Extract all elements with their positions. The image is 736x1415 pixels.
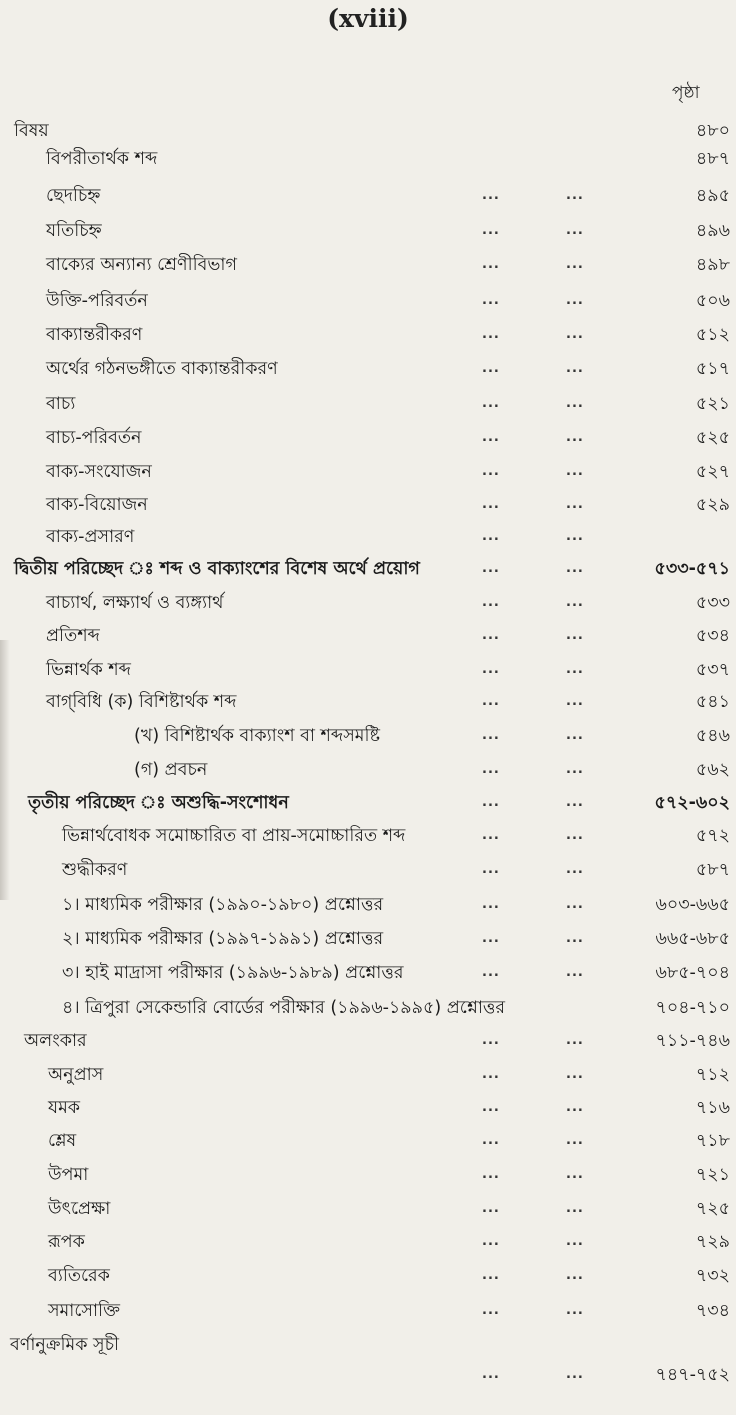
toc-entry-page: ৫১৭ (695, 359, 730, 379)
toc-entry-page: ৫৩৭ (695, 660, 730, 680)
dot-leader: ... (566, 1234, 584, 1249)
toc-entry-title: তৃতীয় পরিচ্ছেদ ঃ অশুদ্ধি-সংশোধন (28, 793, 289, 813)
toc-entry (0, 146, 736, 172)
toc-entry-title: বিষয় (14, 121, 49, 141)
toc-entry-title: উৎপ্রেক্ষা (48, 1199, 111, 1219)
dot-leader: ... (566, 1133, 584, 1148)
toc-entry-page: ৫১২ (695, 325, 730, 345)
toc-entry (0, 1298, 736, 1324)
toc-entry-title: বাচ্য (46, 394, 76, 414)
toc-entry-page: ৫৪৬ (695, 726, 730, 746)
dot-leader: ... (566, 430, 584, 445)
page-header: (xviii) (327, 4, 409, 33)
toc-entry-title: যতিচিহ্ন (46, 221, 102, 241)
dot-leader: ... (482, 1100, 500, 1115)
toc-entry-title: দ্বিতীয় পরিচ্ছেদ ঃ শব্দ ও বাক্যাংশের বিশেষ অর্থে প্রয়োগ (14, 559, 420, 579)
toc-entry (0, 1196, 736, 1222)
toc-entry (0, 183, 736, 209)
toc-entry (0, 689, 736, 715)
dot-leader: ... (482, 1067, 500, 1082)
dot-leader: ... (566, 897, 584, 912)
toc-entry (0, 823, 736, 849)
dot-leader: ... (566, 662, 584, 677)
toc-entry-page: ৫৭২ (695, 826, 730, 846)
dot-leader: ... (566, 694, 584, 709)
dot-leader: ... (566, 361, 584, 376)
toc-entry-title: ৪। ত্রিপুরা সেকেন্ডারি বোর্ডের পরীক্ষার (১৯৯৬-১৯৯৫) প্রশ্নোত্তর (62, 998, 506, 1018)
toc-entry-page: ৭১১-৭৪৬ (655, 1031, 730, 1051)
dot-leader: ... (482, 561, 500, 576)
dot-leader: ... (482, 795, 500, 810)
toc-entry-title: বিপরীতার্থক শব্দ (46, 149, 158, 169)
toc-entry-title: বাগ্‌বিধি (ক) বিশিষ্টার্থক শব্দ (46, 692, 237, 712)
toc-entry-page: ৫৭২-৬০২ (654, 793, 730, 813)
dot-leader: ... (482, 1133, 500, 1148)
toc-entry-page: ৪৯৫ (695, 186, 730, 206)
toc-entry (0, 524, 736, 550)
toc-entry (0, 960, 736, 986)
dot-leader: ... (566, 1067, 584, 1082)
toc-entry-page: ৫৬২ (695, 760, 730, 780)
dot-leader: ... (482, 965, 500, 980)
toc-entry-title: (গ) প্রবচন (134, 760, 208, 780)
dot-leader: ... (566, 1167, 584, 1182)
toc-entry-page: ৪৯৮ (695, 255, 730, 275)
toc-entry (0, 857, 736, 883)
toc-entry-page: ৭৪৭-৭৫২ (655, 1365, 730, 1385)
dot-leader: ... (566, 223, 584, 238)
toc-entry-page: ৫৩৩-৫৭১ (654, 559, 730, 579)
toc-entry-page: ৫৩৩ (695, 593, 730, 613)
toc-entry-page: ৭২৫ (695, 1199, 730, 1219)
toc-entry-title: অর্থের গঠনভঙ্গীতে বাক্যান্তরীকরণ (46, 359, 278, 379)
toc-entry-title: ছেদচিহ্ন (46, 186, 101, 206)
dot-leader: ... (482, 762, 500, 777)
dot-leader: ... (482, 628, 500, 643)
toc-entry-page: ৫২৫ (695, 428, 730, 448)
dot-leader: ... (566, 561, 584, 576)
dot-leader: ... (566, 1367, 584, 1382)
toc-entry-page: ৬৮৫-৭০৪ (655, 963, 730, 983)
toc-entry (0, 623, 736, 649)
toc-entry-title: অলংকার (24, 1031, 87, 1051)
toc-entry (0, 1128, 736, 1154)
toc-entry-page: ৭০৪-৭১০ (655, 998, 730, 1018)
page-column-heading: পৃষ্ঠা (672, 83, 700, 103)
toc-entry-title: ভিন্নার্থবোধক সমোচ্চারিত বা প্রায়-সমোচ্চারিত শব্দ (62, 826, 406, 846)
dot-leader: ... (566, 931, 584, 946)
toc-entry-title: ১। মাধ্যমিক পরীক্ষার (১৯৯০-১৯৮০) প্রশ্নোত্তর (62, 895, 384, 915)
toc-entry (0, 657, 736, 683)
toc-entry-page: ৪৯৬ (695, 221, 730, 241)
toc-entry (0, 1263, 736, 1289)
dot-leader: ... (482, 1167, 500, 1182)
dot-leader: ... (566, 862, 584, 877)
dot-leader: ... (482, 1303, 500, 1318)
toc-entry-title: ব্যতিরেক (48, 1266, 110, 1286)
toc-entry-page: ৫২১ (695, 394, 730, 414)
toc-entry-page: ৭২৯ (695, 1232, 730, 1252)
toc-entry-title: শ্লেষ (48, 1131, 77, 1151)
dot-leader: ... (482, 897, 500, 912)
toc-entry-title: বাচ্য-পরিবর্তন (46, 428, 142, 448)
toc-entry-page: ৭১২ (695, 1065, 730, 1085)
toc-entry-page: ৬৬৫-৬৮৫ (655, 929, 730, 949)
toc-entry (0, 757, 736, 783)
toc-entry-title: বাক্য-বিয়োজন (46, 495, 148, 515)
toc-entry-title: বাচ্যার্থ, লক্ষ্যার্থ ও ব্যঙ্গ্যার্থ (46, 593, 224, 613)
dot-leader: ... (482, 1367, 500, 1382)
toc-entry-page: ৫৪১ (695, 692, 730, 712)
dot-leader: ... (482, 595, 500, 610)
toc-entry-title: ভিন্নার্থক শব্দ (46, 660, 131, 680)
dot-leader: ... (482, 327, 500, 342)
toc-entry-page: ৫২৭ (695, 462, 730, 482)
toc-entry (0, 1028, 736, 1054)
dot-leader: ... (566, 762, 584, 777)
toc-entry-title: ৩। হাই মাদ্রাসা পরীক্ষার (১৯৯৬-১৯৮৯) প্রশ্নোত্তর (62, 963, 404, 983)
dot-leader: ... (482, 694, 500, 709)
dot-leader: ... (482, 430, 500, 445)
dot-leader: ... (482, 188, 500, 203)
toc-entry-page: ৪৮৭ (695, 149, 730, 169)
dot-leader: ... (566, 1033, 584, 1048)
toc-entry-title: উক্তি-পরিবর্তন (46, 291, 148, 311)
toc-entry (0, 1162, 736, 1188)
toc-entry (0, 459, 736, 485)
dot-leader: ... (566, 595, 584, 610)
toc-entry-title: বাক্যের অন্যান্য শ্রেণীবিভাগ (46, 255, 237, 275)
toc-entry-page: ৬০৩-৬৬৫ (655, 895, 730, 915)
dot-leader: ... (482, 662, 500, 677)
dot-leader: ... (566, 497, 584, 512)
toc-entry (0, 288, 736, 314)
toc-entry (0, 1362, 736, 1388)
dot-leader: ... (566, 828, 584, 843)
dot-leader: ... (482, 728, 500, 743)
toc-entry-title: রূপক (48, 1232, 85, 1252)
toc-entry (0, 790, 736, 816)
toc-entry-page: ৭১৬ (695, 1098, 730, 1118)
toc-entry-page: ৫৩৪ (695, 626, 730, 646)
toc-entry (0, 322, 736, 348)
dot-leader: ... (566, 1303, 584, 1318)
toc-entry (0, 1095, 736, 1121)
toc-entry (0, 1229, 736, 1255)
dot-leader: ... (482, 1234, 500, 1249)
dot-leader: ... (482, 257, 500, 272)
dot-leader: ... (482, 223, 500, 238)
toc-entry-title: অনুপ্রাস (48, 1065, 104, 1085)
toc-entry (0, 1062, 736, 1088)
dot-leader: ... (566, 464, 584, 479)
dot-leader: ... (482, 293, 500, 308)
dot-leader: ... (566, 396, 584, 411)
dot-leader: ... (482, 931, 500, 946)
toc-entry-title: বাক্য-প্রসারণ (46, 527, 135, 547)
toc-entry-title: বাক্য-সংযোজন (46, 462, 152, 482)
toc-entry-title: যমক (48, 1098, 81, 1118)
toc-entry-page: ৫৮৭ (695, 860, 730, 880)
toc-entry-title: প্রতিশব্দ (46, 626, 100, 646)
toc-entry (0, 723, 736, 749)
toc-entry-page: ৪৮০ (695, 121, 730, 141)
dot-leader: ... (566, 728, 584, 743)
toc-entry-page: ৭২১ (695, 1165, 730, 1185)
dot-leader: ... (482, 1201, 500, 1216)
toc-entry-title: সমাসোক্তি (48, 1301, 121, 1321)
toc-entry-title: শুদ্ধীকরণ (62, 860, 128, 880)
toc-entry-title: বাক্যান্তরীকরণ (46, 325, 143, 345)
toc-entry (0, 590, 736, 616)
toc-entry-title: বর্ণানুক্রমিক সূচী (10, 1335, 120, 1355)
toc-entry (0, 118, 736, 144)
dot-leader: ... (566, 529, 584, 544)
dot-leader: ... (566, 1268, 584, 1283)
toc-entry (0, 926, 736, 952)
toc-entry-page: ৭৩২ (695, 1266, 730, 1286)
toc-entry (0, 391, 736, 417)
dot-leader: ... (482, 1033, 500, 1048)
toc-entry-title: (খ) বিশিষ্টার্থক বাক্যাংশ বা শব্দসমষ্টি (134, 726, 380, 746)
dot-leader: ... (566, 327, 584, 342)
dot-leader: ... (566, 257, 584, 272)
dot-leader: ... (482, 862, 500, 877)
toc-entry-page: ৭৩৪ (695, 1301, 730, 1321)
dot-leader: ... (482, 361, 500, 376)
dot-leader: ... (566, 965, 584, 980)
toc-entry (0, 892, 736, 918)
toc-entry-title: ২। মাধ্যমিক পরীক্ষার (১৯৯৭-১৯৯১) প্রশ্নোত্তর (62, 929, 384, 949)
toc-entry (0, 995, 736, 1021)
toc-entry-page: ৫০৬ (695, 291, 730, 311)
toc-entry (0, 425, 736, 451)
toc-entry (0, 218, 736, 244)
toc-entry (0, 492, 736, 518)
dot-leader: ... (566, 293, 584, 308)
toc-entry-page: ৫২৯ (695, 495, 730, 515)
dot-leader: ... (482, 529, 500, 544)
dot-leader: ... (566, 795, 584, 810)
dot-leader: ... (482, 497, 500, 512)
toc-entry (0, 356, 736, 382)
dot-leader: ... (482, 464, 500, 479)
toc-entry-page: ৭১৮ (695, 1131, 730, 1151)
toc-entry (0, 556, 736, 582)
dot-leader: ... (566, 188, 584, 203)
toc-entry (0, 1332, 736, 1358)
dot-leader: ... (566, 1201, 584, 1216)
dot-leader: ... (482, 1268, 500, 1283)
dot-leader: ... (482, 828, 500, 843)
dot-leader: ... (566, 1100, 584, 1115)
dot-leader: ... (482, 396, 500, 411)
dot-leader: ... (566, 628, 584, 643)
toc-entry-title: উপমা (48, 1165, 89, 1185)
toc-entry (0, 252, 736, 278)
